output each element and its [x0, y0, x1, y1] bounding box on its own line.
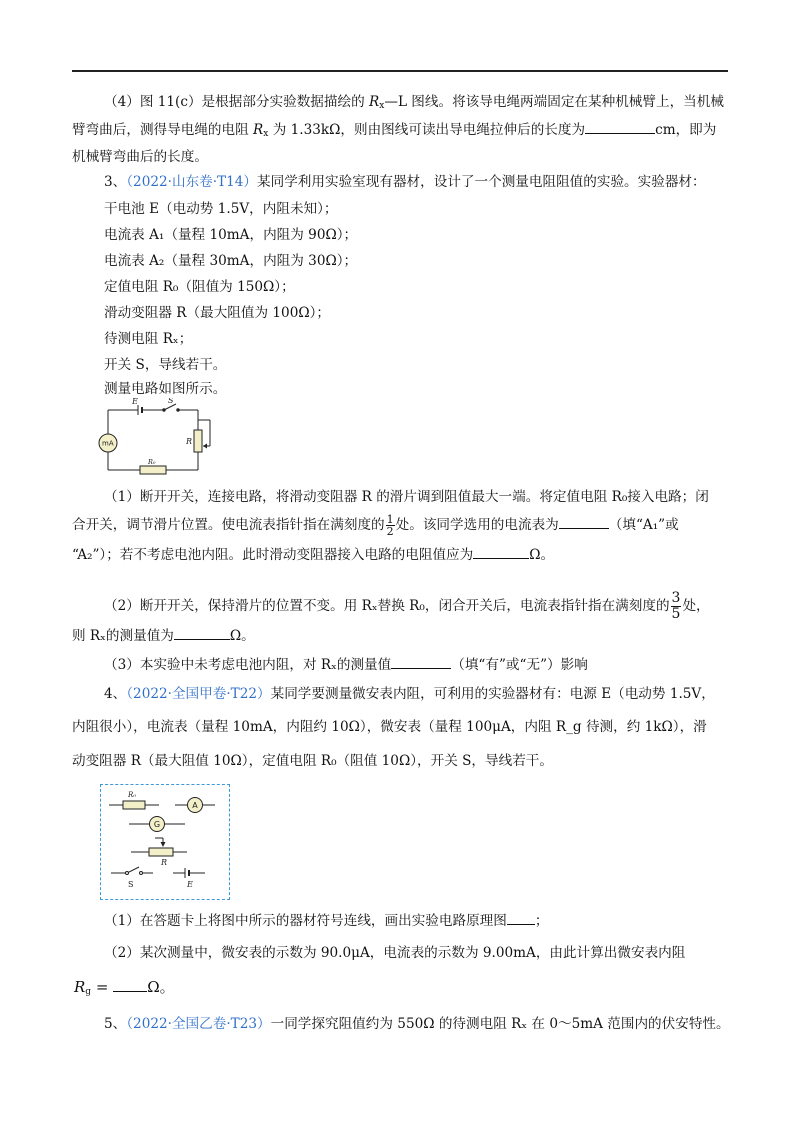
equals-sign: =	[95, 978, 109, 996]
text: （4）图 11(c）是根据部分实验数据描绘的	[104, 94, 370, 110]
var-r: R	[369, 94, 380, 110]
answer-blank[interactable]	[174, 625, 230, 640]
text: —L 图线。将该导电绳两端固定在某种机械臂上，当机械	[384, 94, 724, 110]
q4-part4-line3: 机械臂弯曲后的长度。	[72, 149, 208, 165]
equipment-item: 干电池 E（电动势 1.5V，内阻未知）；	[104, 201, 338, 217]
denominator: 2	[386, 525, 394, 538]
label-battery: E	[132, 398, 138, 406]
text: （1）在答题卡上将图中所示的器材符号连线，画出实验电路原理图	[104, 913, 507, 929]
question-number: 3、	[104, 174, 127, 190]
subscript: g	[85, 987, 92, 997]
slider-arrow-icon	[203, 444, 207, 449]
equipment-item: 电流表 A₁（量程 10mA，内阻为 90Ω）；	[104, 227, 358, 243]
label-rheostat: R	[161, 858, 168, 867]
q4-heading	[104, 683, 715, 705]
label-rheostat: R	[186, 437, 193, 446]
text: 臂弯曲后，测得导电绳的电阻	[72, 122, 254, 138]
q4-part1	[104, 910, 548, 932]
equipment-item: 开关 S，导线若干。	[104, 357, 227, 373]
answer-blank[interactable]	[585, 119, 655, 134]
text: “A₂”）；若不考虑电池内阻。此时滑动变阻器接入电路的电阻值应为	[72, 547, 474, 563]
answer-blank[interactable]	[391, 654, 451, 669]
label-ammeter: A	[192, 801, 198, 810]
text: 一同学探究阻值约为 550Ω 的待测电阻 Rₓ 在 0～5mA 范围内的伏安特性。	[270, 1016, 730, 1032]
label-fixed-resistor: R₀	[148, 458, 156, 466]
var-r: R	[253, 122, 264, 138]
text: （填“有”或“无”）影响	[451, 657, 588, 673]
text: ；	[534, 913, 549, 929]
text: 处，	[682, 598, 710, 614]
text: cm，即为	[655, 122, 717, 138]
text: 处。该同学选用的电流表为	[395, 517, 559, 533]
equipment-item: 电流表 A₂（量程 30mA，内阻为 30Ω）；	[104, 253, 358, 269]
text: 某同学要测量微安表内阻，可利用的实验器材有：电源 E（电动势 1.5V，	[270, 686, 715, 702]
equipment-item: 定值电阻 R₀（阻值为 150Ω）；	[104, 279, 295, 295]
equipment-item: 测量电路如图所示。	[104, 381, 227, 397]
question-number: 5、	[104, 1016, 127, 1032]
text: 则 Rₓ的测量值为	[72, 628, 174, 644]
label-fixed-resistor: R₀	[128, 791, 137, 799]
question-number: 4、	[104, 686, 127, 702]
text: Ω。	[229, 628, 255, 644]
denominator: 5	[671, 606, 681, 622]
q3-part2-line1	[104, 591, 710, 622]
q4-part4-line2: 臂弯曲后，测得导电绳的电阻 $R_x$ 为 1.33kΩ，则由图线可读出导电绳拉伸后的长度为 cm，即为	[72, 119, 716, 145]
slider-arrow-icon	[161, 842, 166, 847]
numerator: 1	[386, 513, 394, 526]
label-battery: E	[187, 880, 193, 889]
equipment-item: 待测电阻 Rₓ；	[104, 331, 193, 347]
var-r: R	[74, 978, 86, 996]
q5-heading	[104, 1013, 730, 1035]
label-switch: S	[128, 880, 134, 889]
fraction	[386, 514, 395, 537]
text: 合开关，调节滑片位置。使电流表指针指在满刻度的	[72, 517, 385, 533]
q4-line3: 动变阻器 R（最大阻值 10Ω），定值电阻 R₀（阻值 10Ω），开关 S，导线若干。	[72, 753, 553, 769]
q3-part2-line2	[72, 625, 255, 647]
source-tag: （2022·全国乙卷·T23）	[126, 1016, 271, 1032]
q3-heading	[104, 171, 706, 193]
label-switch: S	[168, 398, 174, 405]
q4-part2-line1: （2）某次测量中，微安表的示数为 90.0μA，电流表的示数为 9.00mA，由此计算出微安表内阻	[104, 945, 686, 961]
label-meter: mA	[102, 439, 114, 448]
numerator: 3	[671, 590, 681, 606]
q4-line2: 内阻很小），电流表（量程 10mA，内阻约 10Ω），微安表（量程 100μA，内阻 R_g 待测，约 1kΩ），滑	[72, 719, 707, 735]
source-tag: （2022·山东卷·T14）	[126, 174, 258, 190]
q3-part3	[104, 654, 588, 676]
text: 为 1.33kΩ，则由图线可读出导电绳拉伸后的长度为	[268, 122, 586, 138]
answer-blank[interactable]	[507, 910, 535, 925]
text: （填“A₁”或	[608, 517, 679, 533]
q3-part1-line1: （1）断开开关，连接电路，将滑动变阻器 R 的滑片调到阻值最大一端。将定值电阻 R₀接入电路；闭	[104, 489, 709, 505]
answer-blank[interactable]	[473, 544, 529, 559]
text: 某同学利用实验室现有器材，设计了一个测量电阻阻值的实验。实验器材：	[257, 174, 706, 190]
q4-part2-line2	[74, 976, 175, 1003]
text: （2）断开开关，保持滑片的位置不变。用 Rₓ替换 R₀，闭合开关后，电流表指针指在满刻度的	[104, 598, 670, 614]
equipment-item: 滑动变阻器 R（最大阻值为 100Ω）；	[104, 305, 331, 321]
fraction	[671, 591, 682, 622]
text: Ω。	[529, 547, 555, 563]
text: （3）本实验中未考虑电池内阻，对 Rₓ的测量值	[104, 657, 392, 673]
q4-part4-line1: （4）图 11(c）是根据部分实验数据描绘的 $R_x—L$ 图线。将该导电绳两端固定在某种机械臂上，当机械	[104, 94, 724, 111]
answer-blank[interactable]	[559, 514, 609, 529]
text: Ω。	[147, 978, 175, 996]
source-tag: （2022·全国甲卷·T22）	[126, 686, 271, 702]
q3-part1-line2	[72, 514, 679, 537]
label-galvanometer: G	[153, 820, 161, 829]
header-rule	[72, 70, 728, 72]
q3-part1-line3	[72, 544, 554, 566]
answer-blank[interactable]	[113, 977, 147, 992]
q3-circuit-diagram	[98, 398, 218, 478]
q4-equipment-diagram	[100, 784, 230, 900]
